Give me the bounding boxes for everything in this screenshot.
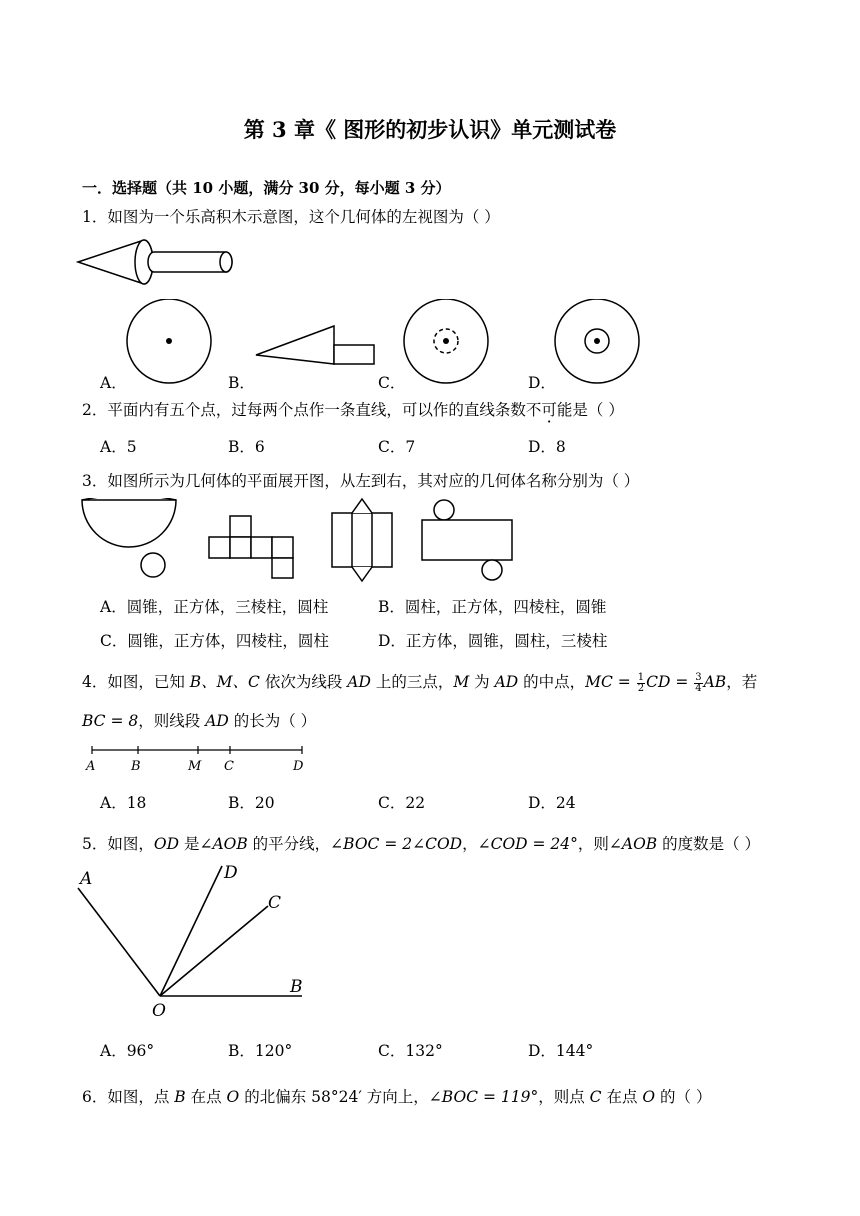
label-d: D: [293, 759, 304, 774]
q4-cd: CD: [646, 673, 671, 691]
q4-segment-ad: AD: [494, 673, 519, 691]
label-c: C: [268, 893, 282, 913]
q5-option-c[interactable]: C．132°: [378, 1042, 443, 1060]
q3-option-d[interactable]: D．正方体，圆锥，圆柱，三棱柱: [378, 632, 608, 650]
label-d: D: [224, 863, 238, 883]
q4-option-c[interactable]: C．22: [378, 794, 426, 812]
option-d-figure: [553, 299, 643, 389]
q6-angle-boc: ∠BOC = 119°: [428, 1088, 539, 1106]
q4-text: 的长为（ ）: [228, 712, 317, 730]
label-b: B: [131, 759, 141, 774]
cone-net-figure: [80, 498, 180, 580]
q5-boc-eq: ∠BOC = 2∠COD: [330, 835, 463, 853]
q4-eq: =: [612, 673, 636, 691]
page-title: 第 3 章《 图形的初步认识》单元测试卷: [243, 117, 617, 142]
q5-text: ，: [462, 835, 478, 853]
q4-text: ，则线段: [138, 712, 206, 730]
q5-od: OD: [153, 835, 180, 853]
label-b: B: [290, 977, 303, 997]
option-a-figure: [124, 299, 214, 389]
q2-option-c[interactable]: C．7: [378, 438, 416, 456]
question-3-text: 3．如图所示为几何体的平面展开图，从左到右，其对应的几何体名称分别为（ ）: [82, 472, 640, 490]
q6-text: 6．如图，点: [82, 1088, 175, 1106]
q1-option-d[interactable]: D．: [528, 374, 556, 392]
segment-ad-figure: [80, 742, 310, 776]
q1-option-a[interactable]: A．: [100, 374, 127, 392]
prism-net-figure: [330, 497, 394, 583]
q6-text: 的北偏东: [239, 1088, 312, 1106]
q5-cod-eq: ∠COD = 24°: [477, 835, 578, 853]
q2-option-a[interactable]: A．5: [100, 438, 137, 456]
option-c-figure: [403, 299, 493, 389]
q4-text: 的中点，: [518, 673, 586, 691]
label-a: A: [80, 869, 93, 889]
label-o: O: [152, 1001, 166, 1020]
label-m: M: [188, 759, 202, 774]
q2-emphasis: 不可能: [525, 401, 573, 419]
q4-segment-ad: AD: [347, 673, 371, 691]
q5-angle-aob: ∠AOB: [608, 835, 658, 853]
q5-option-b[interactable]: B．120°: [228, 1042, 293, 1060]
q4-segment-ad: AD: [205, 712, 229, 730]
q4-mc: MC: [585, 673, 613, 691]
q6-point-o: O: [642, 1088, 656, 1106]
q4-text: 为: [469, 673, 495, 691]
section-heading: 一．选择题（共 10 小题，满分 30 分，每小题 3 分）: [82, 179, 451, 197]
q3-option-c[interactable]: C．圆锥，正方体，四棱柱，圆柱: [100, 632, 329, 650]
q3-option-b[interactable]: B．圆柱，正方体，四棱柱，圆锥: [378, 598, 607, 616]
q5-text: ，则: [577, 835, 609, 853]
q4-option-a[interactable]: A．18: [100, 794, 147, 812]
cube-net-figure: [208, 514, 300, 580]
q4-fraction-half: $\frac{1}{2}$: [637, 671, 645, 694]
q4-ab: AB: [703, 673, 727, 691]
q5-text: 5．如图，: [82, 835, 154, 853]
q4-fraction-three-quarters: $\frac{3}{4}$: [695, 671, 702, 694]
q4-option-b[interactable]: B．20: [228, 794, 275, 812]
question-2-text: [82, 398, 624, 420]
angle-aob-figure: [76, 860, 312, 1020]
q4-eq: =: [670, 673, 694, 691]
q4-option-d[interactable]: D．24: [528, 794, 576, 812]
q2-option-d[interactable]: D．8: [528, 438, 566, 456]
lego-brick-figure: [76, 235, 241, 293]
q6-text: 在点: [185, 1088, 227, 1106]
cylinder-net-figure: [420, 498, 516, 582]
question-6-text: [82, 1085, 711, 1107]
q6-text: ，则点: [538, 1088, 590, 1106]
option-b-figure: [254, 323, 379, 368]
q5-text: 的度数是（ ）: [657, 835, 761, 853]
q2-text-pre: 2．平面内有五个点，过每两个点作一条直线，可以作的直线条数: [82, 401, 526, 419]
q4-text: 4．如图，已知: [82, 673, 190, 691]
q2-option-b[interactable]: B．6: [228, 438, 265, 456]
q6-point-b: B: [174, 1088, 186, 1106]
q4-bc-eq: BC = 8: [82, 712, 139, 730]
label-c: C: [224, 759, 234, 774]
q6-bearing-angle: 58°24′: [311, 1088, 362, 1106]
q6-text: 在点: [601, 1088, 643, 1106]
q2-text-post: 是（ ）: [572, 401, 624, 419]
q4-text: ，若: [726, 673, 758, 691]
q4-points: B、M、C: [189, 673, 260, 691]
question-4-line-1: [82, 670, 757, 694]
q5-angle-aob: ∠AOB: [199, 835, 248, 853]
q5-text: 的平分线，: [247, 835, 331, 853]
q1-option-c[interactable]: C．: [378, 374, 406, 392]
q1-option-b[interactable]: B．: [228, 374, 255, 392]
q6-text: 方向上，: [361, 1088, 429, 1106]
q3-option-a[interactable]: A．圆锥，正方体，三棱柱，圆柱: [100, 598, 329, 616]
q6-point-c: C: [589, 1088, 602, 1106]
q6-point-o: O: [226, 1088, 240, 1106]
question-1-text: 1．如图为一个乐高积木示意图，这个几何体的左视图为（ ）: [82, 208, 500, 226]
question-5-text: [82, 832, 760, 854]
q6-text: 的（ ）: [655, 1088, 712, 1106]
q4-text: 上的三点，: [370, 673, 454, 691]
q4-text: 依次为线段: [259, 673, 348, 691]
q5-text: 是: [179, 835, 200, 853]
label-a: A: [86, 759, 96, 774]
q4-point-m: M: [453, 673, 470, 691]
q5-option-d[interactable]: D．144°: [528, 1042, 594, 1060]
q5-option-a[interactable]: A．96°: [100, 1042, 155, 1060]
question-4-line-2: [82, 709, 316, 731]
